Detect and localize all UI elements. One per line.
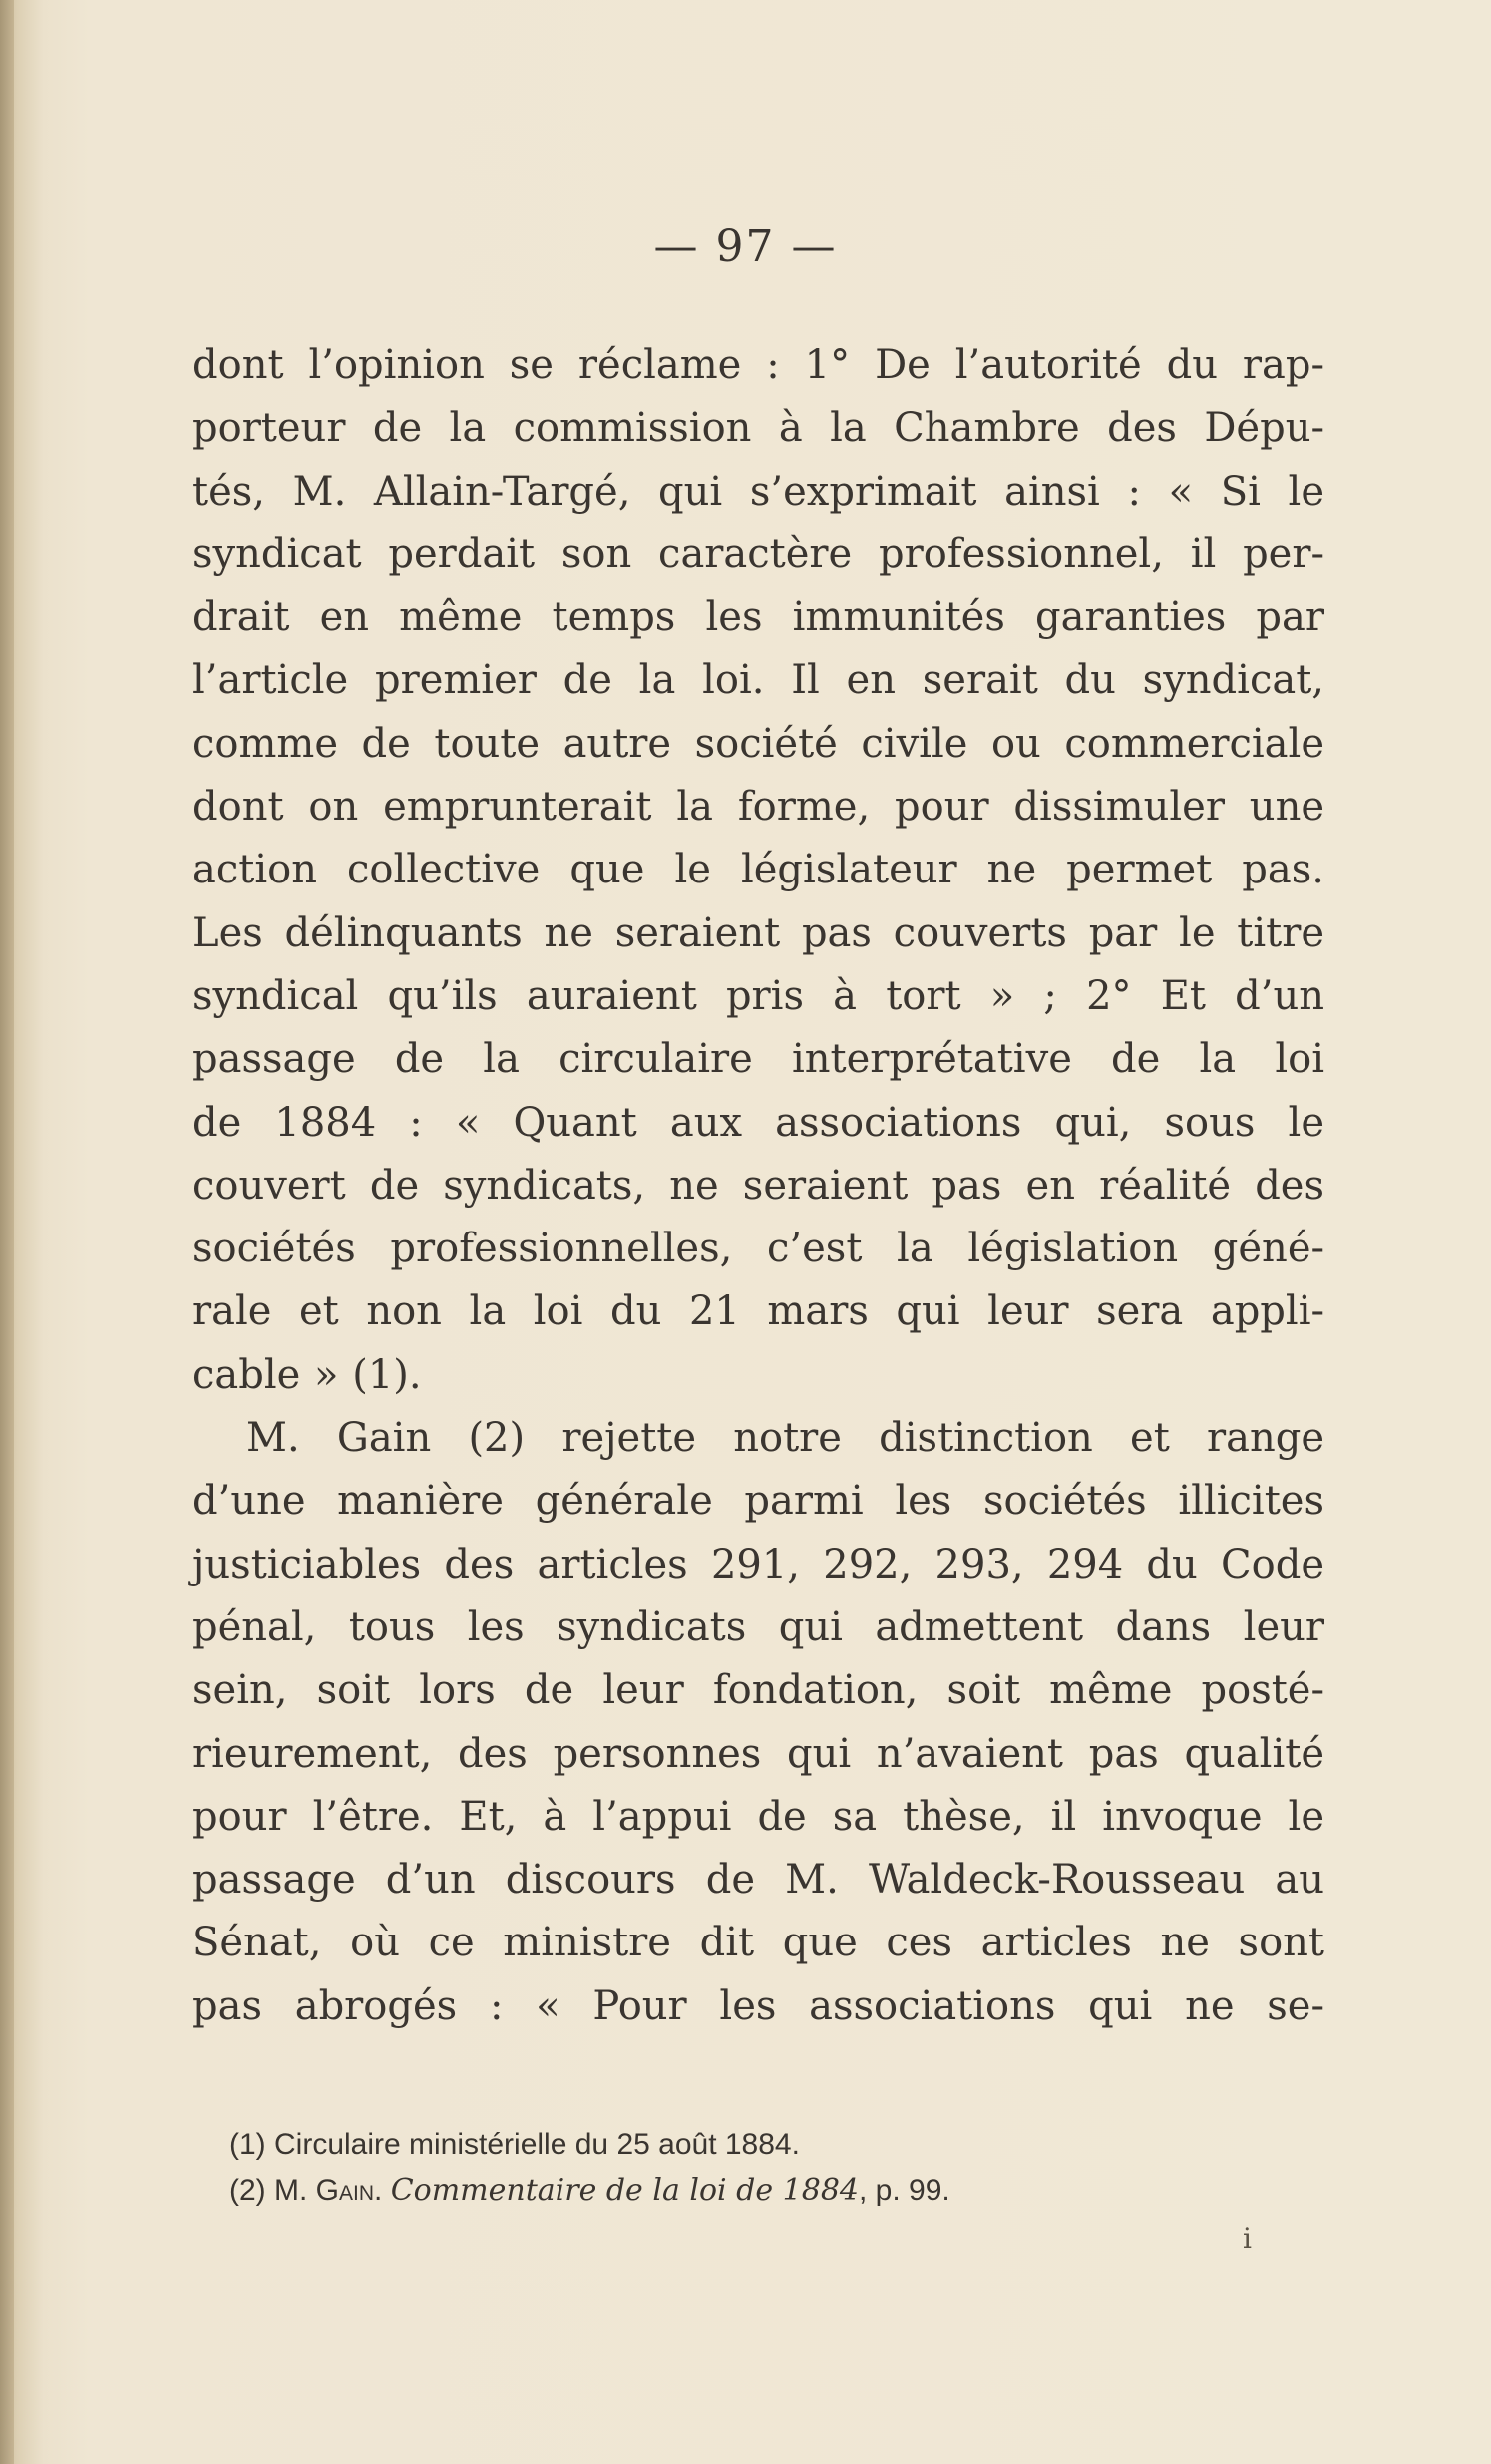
- body-line: justiciables des articles 291, 292, 293, 294 du Code: [192, 1541, 1324, 1587]
- body-line: l’article premier de la loi. Il en serait du syndicat,: [192, 657, 1324, 704]
- body-line: M. Gain (2) rejette notre distinction et range: [246, 1415, 1324, 1462]
- body-line: porteur de la commission à la Chambre des Dépu-: [192, 405, 1324, 452]
- footnote-2: [229, 2168, 1227, 2214]
- body-line: pour l’être. Et, à l’appui de sa thèse, il invoque le: [192, 1793, 1324, 1840]
- footnote-1: (1) Circulaire ministérielle du 25 août 1884.: [229, 2128, 800, 2161]
- body-line: Les délinquants ne seraient pas couverts par le titre: [192, 909, 1324, 956]
- footnotes: [229, 2122, 1227, 2214]
- body-line: passage de la circulaire interprétative de la loi: [192, 1036, 1324, 1083]
- body-line: cable » (1).: [192, 1351, 422, 1398]
- footnote-2-title: Commentaire de la loi de 1884: [390, 2173, 859, 2208]
- stray-mark: i: [1243, 2222, 1252, 2255]
- body-line: couvert de syndicats, ne seraient pas en réalité des: [192, 1162, 1324, 1209]
- body-line: sociétés professionnelles, c’est la législation géné-: [192, 1226, 1324, 1272]
- body-line: rieurement, des personnes qui n’avaient pas qualité: [192, 1730, 1324, 1777]
- body-line: action collective que le législateur ne permet pas.: [192, 847, 1324, 893]
- body-line: dont l’opinion se réclame : 1° De l’autorité du rap-: [192, 342, 1324, 388]
- page-number: — 97 —: [653, 221, 838, 272]
- footnote-2-separator: .: [374, 2174, 383, 2207]
- body-line: pas abrogés : « Pour les associations qui ne se-: [192, 1982, 1324, 2029]
- body-line: comme de toute autre société civile ou commerciale: [192, 720, 1324, 767]
- page-spine-shadow: [0, 0, 14, 2464]
- body-line: dont on emprunterait la forme, pour dissimuler une: [192, 784, 1324, 831]
- body-line: syndicat perdait son caractère professionnel, il per-: [192, 530, 1324, 577]
- body-line: syndical qu’ils auraient pris à tort » ; 2° Et d’un: [192, 972, 1324, 1019]
- body-line: d’une manière générale parmi les sociétés illicites: [192, 1478, 1324, 1525]
- body-line: Sénat, où ce ministre dit que ces articles ne sont: [192, 1920, 1324, 1966]
- body-line: sein, soit lors de leur fondation, soit même posté-: [192, 1667, 1324, 1714]
- body-line: pénal, tous les syndicats qui admettent dans leur: [192, 1603, 1324, 1650]
- body-line: rale et non la loi du 21 mars qui leur sera appli-: [192, 1288, 1324, 1335]
- body-line: drait en même temps les immunités garanties par: [192, 594, 1324, 641]
- body-line: tés, M. Allain-Targé, qui s’exprimait ainsi : « Si le: [192, 468, 1324, 515]
- footnote-2-author: Gain: [315, 2174, 375, 2207]
- body-line: passage d’un discours de M. Waldeck-Rousseau au: [192, 1857, 1324, 1904]
- footnote-2-prefix: (2) M.: [229, 2174, 308, 2207]
- footnote-2-suffix: , p. 99.: [859, 2174, 950, 2207]
- body-text: [192, 334, 1324, 2038]
- body-line: de 1884 : « Quant aux associations qui, sous le: [192, 1099, 1324, 1146]
